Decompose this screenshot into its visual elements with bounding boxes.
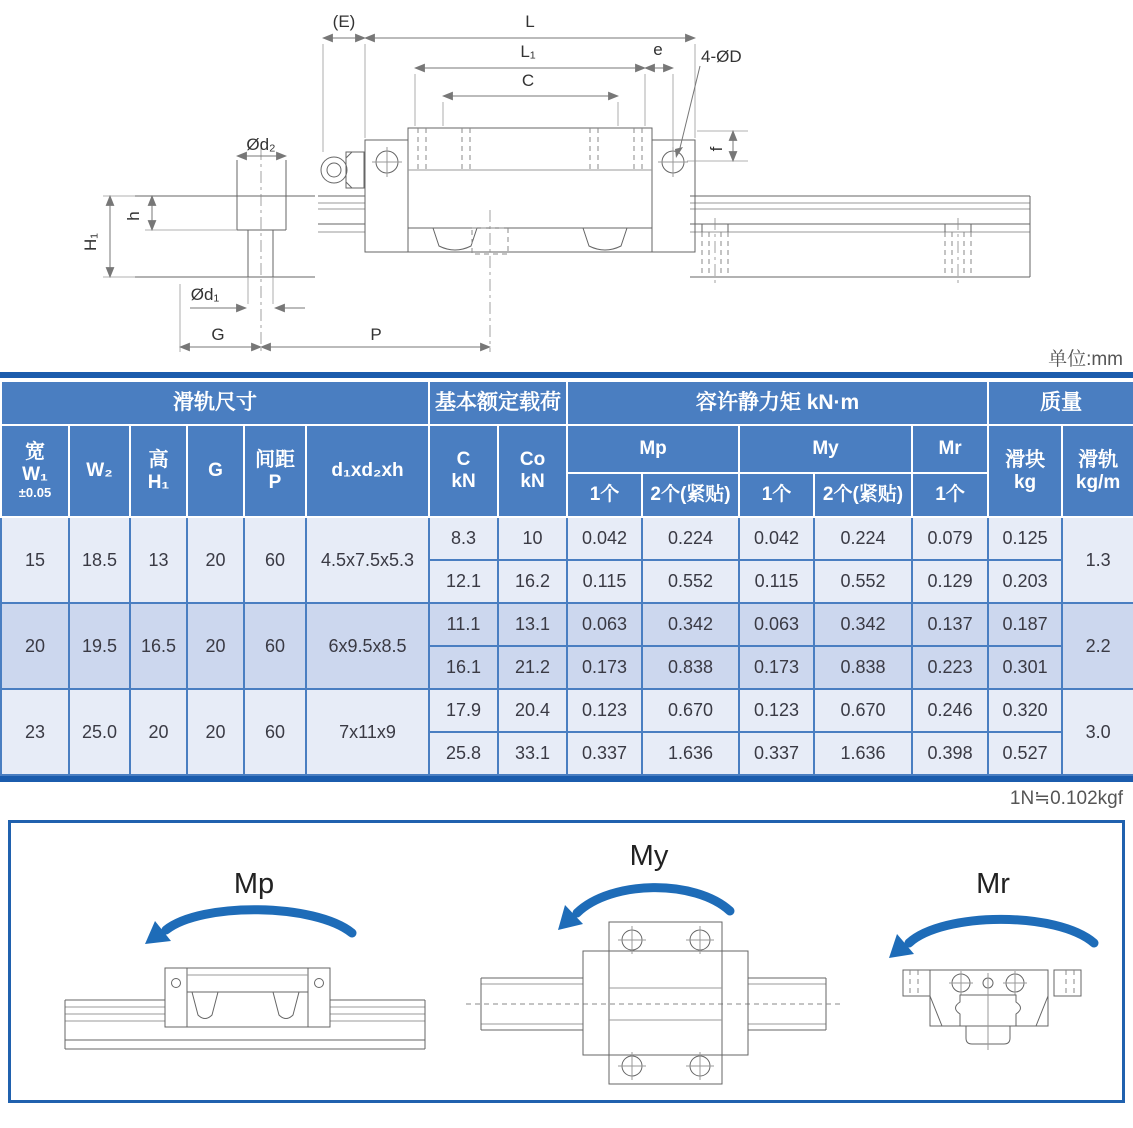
table-cell: 7x11x9 [306, 689, 429, 775]
table-cell: 60 [244, 689, 306, 775]
mr-diagram [889, 868, 1094, 1050]
col-header-c [429, 425, 498, 517]
table-cell: 21.2 [498, 646, 567, 689]
table-cell: 20 [187, 517, 244, 603]
table-cell: 13 [130, 517, 187, 603]
col-header-d: d₁xd₂xh [306, 425, 429, 517]
table-cell: 0.187 [988, 603, 1062, 646]
table-cell: 1.636 [814, 732, 912, 775]
group-header-mass: 质量 [988, 381, 1133, 425]
table-cell: 0.301 [988, 646, 1062, 689]
table-cell: 12.1 [429, 560, 498, 603]
table-cell: 0.320 [988, 689, 1062, 732]
mp-diagram [65, 868, 425, 1049]
col-header-g: G [187, 425, 244, 517]
col-header-my: My [739, 425, 912, 473]
dim-label-G: G [211, 325, 225, 344]
col-header-co [498, 425, 567, 517]
dim-label-d1: Ød₁ [190, 285, 220, 304]
table-cell: 0.838 [814, 646, 912, 689]
table-cell: 0.125 [988, 517, 1062, 560]
dim-label-f: f [707, 146, 726, 152]
table-cell: 0.552 [642, 560, 739, 603]
table-cell: 17.9 [429, 689, 498, 732]
carriage-block-side-view [321, 128, 695, 352]
table-top-bar [0, 372, 1133, 380]
table-cell: 0.337 [739, 732, 814, 775]
dim-label-P: P [370, 325, 382, 344]
table-cell: 11.1 [429, 603, 498, 646]
dim-label-d2: Ød₂ [246, 135, 276, 154]
table-cell: 13.1 [498, 603, 567, 646]
col-header-mass-rail-unit: kg/m [1075, 471, 1121, 493]
col-header-h1-sym: H₁ [147, 471, 170, 493]
table-cell: 0.137 [912, 603, 988, 646]
dim-label-L: L [525, 12, 535, 31]
col-header-mp: Mp [567, 425, 739, 473]
dim-label-E: (E) [332, 12, 356, 31]
table-cell: 0.203 [988, 560, 1062, 603]
table-cell: 0.063 [567, 603, 642, 646]
table-cell: 0.552 [814, 560, 912, 603]
table-cell: 0.129 [912, 560, 988, 603]
table-cell: 19.5 [69, 603, 130, 689]
col-header-co-sym: Co [519, 449, 546, 471]
col-header-co-unit: kN [520, 471, 545, 492]
subheader-my-2: 2个(紧贴) [814, 473, 912, 517]
col-header-w1-sym: W₁ [22, 464, 48, 486]
table-cell: 23 [1, 689, 69, 775]
dim-label-e: e [653, 40, 663, 59]
table-cell: 0.123 [567, 689, 642, 732]
table-cell: 20 [130, 689, 187, 775]
table-cell: 0.115 [739, 560, 814, 603]
col-header-w2: W₂ [69, 425, 130, 517]
table-cell: 0.173 [567, 646, 642, 689]
subheader-my-1: 1个 [739, 473, 814, 517]
table-cell: 60 [244, 517, 306, 603]
table-cell: 0.115 [567, 560, 642, 603]
col-header-p-cjk: 间距 [255, 448, 295, 471]
table-cell: 0.224 [814, 517, 912, 560]
table-cell: 0.838 [642, 646, 739, 689]
subheader-mp-2: 2个(紧贴) [642, 473, 739, 517]
table-cell: 0.398 [912, 732, 988, 775]
spec-table [0, 380, 1133, 776]
mp-label: Mp [233, 868, 275, 900]
table-cell: 0.224 [642, 517, 739, 560]
col-header-mass-rail-cjk: 滑轨 [1078, 448, 1119, 471]
table-row [1, 689, 1133, 732]
table-cell: 60 [244, 603, 306, 689]
table-cell: 15 [1, 517, 69, 603]
table-cell: 0.342 [642, 603, 739, 646]
rail-section-view [135, 148, 315, 352]
table-cell: 0.079 [912, 517, 988, 560]
table-cell: 20 [1, 603, 69, 689]
table-cell: 16.1 [429, 646, 498, 689]
table-column-header-row [1, 425, 1133, 473]
mp-arrow [166, 910, 352, 933]
dim-label-C: C [521, 71, 535, 90]
col-header-mass-block-unit: kg [1013, 471, 1037, 493]
table-cell: 0.527 [988, 732, 1062, 775]
table-cell: 4.5x7.5x5.3 [306, 517, 429, 603]
table-row [1, 603, 1133, 646]
top-dimensions [323, 12, 748, 161]
table-cell: 0.223 [912, 646, 988, 689]
table-cell: 6x9.5x8.5 [306, 603, 429, 689]
table-cell: 18.5 [69, 517, 130, 603]
dim-label-L1: L₁ [520, 42, 536, 61]
table-cell: 0.042 [739, 517, 814, 560]
table-cell: 2.2 [1062, 603, 1133, 689]
table-cell: 25.8 [429, 732, 498, 775]
col-header-mass-block-cjk: 滑块 [1005, 448, 1046, 471]
table-cell: 20.4 [498, 689, 567, 732]
table-cell: 0.342 [814, 603, 912, 646]
technical-drawing-area [0, 0, 1133, 372]
moment-diagrams [11, 823, 1122, 1094]
col-header-p-sym: P [268, 471, 282, 493]
table-cell: 0.670 [642, 689, 739, 732]
table-cell: 1.636 [642, 732, 739, 775]
table-group-header-row [1, 381, 1133, 425]
table-cell: 8.3 [429, 517, 498, 560]
table-cell: 0.670 [814, 689, 912, 732]
table-cell: 1.3 [1062, 517, 1133, 603]
col-header-c-unit: kN [451, 471, 476, 492]
table-cell: 20 [187, 603, 244, 689]
dim-label-h: h [124, 211, 143, 221]
table-cell: 0.042 [567, 517, 642, 560]
table-cell: 0.246 [912, 689, 988, 732]
table-cell: 0.063 [739, 603, 814, 646]
moment-diagram-panel [8, 820, 1125, 1103]
col-header-h1 [130, 425, 187, 517]
col-header-h1-cjk: 高 [148, 448, 169, 471]
table-cell: 16.5 [130, 603, 187, 689]
mr-arrow [909, 919, 1094, 943]
dim-label-H1: H₁ [81, 232, 100, 252]
table-cell: 0.337 [567, 732, 642, 775]
col-header-mass-block [988, 425, 1062, 517]
spec-table-body [1, 517, 1133, 775]
col-header-c-sym: C [456, 449, 471, 471]
group-header-rated-load: 基本额定载荷 [429, 381, 567, 425]
mr-label: Mr [976, 868, 1010, 900]
table-cell: 3.0 [1062, 689, 1133, 775]
col-header-mr: Mr [912, 425, 988, 473]
grease-nipple [321, 152, 364, 188]
table-cell: 0.173 [739, 646, 814, 689]
col-header-w1 [1, 425, 69, 517]
table-cell: 33.1 [498, 732, 567, 775]
table-cell: 16.2 [498, 560, 567, 603]
subheader-mp-1: 1个 [567, 473, 642, 517]
group-header-static-moment: 容许静力矩 kN·m [567, 381, 988, 425]
table-cell: 20 [187, 689, 244, 775]
my-diagram [466, 840, 841, 1084]
table-cell: 10 [498, 517, 567, 560]
subheader-mr-1: 1个 [912, 473, 988, 517]
col-header-w1-cjk: 宽 [25, 441, 45, 464]
group-header-rail-dimensions: 滑轨尺寸 [1, 381, 429, 425]
table-cell: 0.123 [739, 689, 814, 732]
table-row [1, 517, 1133, 560]
main-technical-drawing [0, 0, 1133, 372]
unit-note: 单位:mm [1048, 349, 1123, 370]
my-arrow [577, 888, 730, 913]
rail-side-view [318, 196, 1030, 284]
col-header-w1-tol: ±0.05 [18, 484, 52, 500]
my-label: My [629, 840, 669, 872]
col-header-mass-rail [1062, 425, 1133, 517]
conversion-note: 1N≒0.102kgf [1009, 788, 1123, 809]
col-header-p [244, 425, 306, 517]
table-cell: 25.0 [69, 689, 130, 775]
dim-label-holes: 4-ØD [701, 47, 742, 66]
